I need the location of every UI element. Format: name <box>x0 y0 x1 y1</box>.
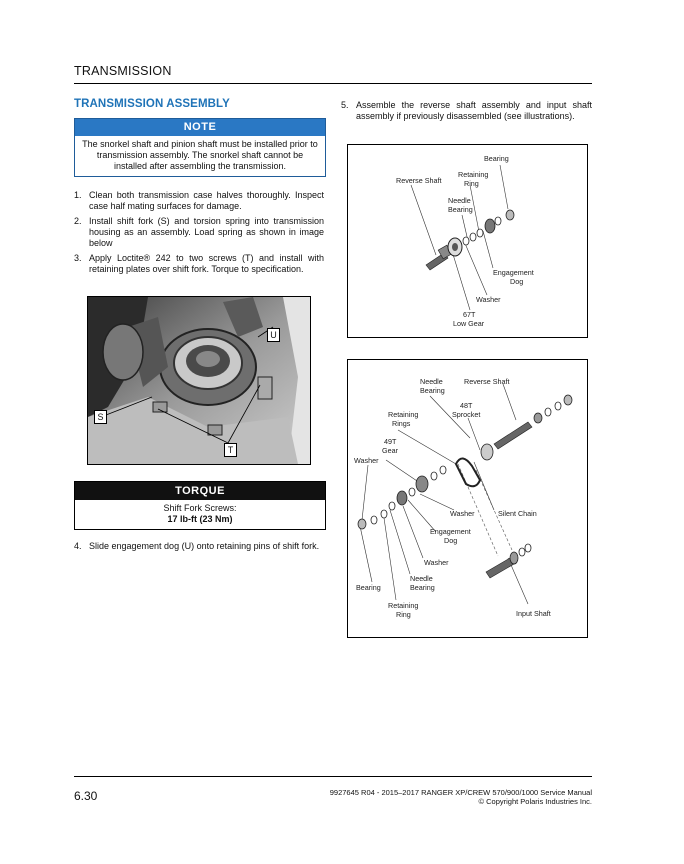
label-engagement-dog-1: Engagement <box>493 268 534 277</box>
step-number: 4. <box>74 541 82 551</box>
step-item <box>74 216 324 249</box>
label-washer-left: Washer <box>354 456 379 465</box>
step-text: Install shift fork (S) and torsion spring into transmission housing as an assembly. Load spring as shown in image below <box>89 216 324 248</box>
label-needle-bearing-2: Bearing <box>448 205 473 214</box>
label-washer-low: Washer <box>424 558 449 567</box>
label-bearing: Bearing <box>356 583 381 592</box>
step-text: Clean both transmission case halves thoroughly. Inspect case half mating surfaces for damage. <box>89 190 324 211</box>
label-bearing: Bearing <box>484 154 509 163</box>
input-shaft-diagram <box>347 359 588 638</box>
step-number: 1. <box>74 190 82 200</box>
label-needle-bearing-low-2: Bearing <box>410 583 435 592</box>
section-title: TRANSMISSION ASSEMBLY <box>74 98 230 110</box>
engagement-dog-part <box>485 219 495 233</box>
transmission-photo-illustration <box>88 297 310 464</box>
label-needle-bearing-1: Needle <box>448 196 471 205</box>
shift-fork-photo <box>87 296 311 465</box>
step-item <box>74 253 324 275</box>
header-title: TRANSMISSION <box>74 64 172 78</box>
label-washer-mid: Washer <box>450 509 475 518</box>
label-sprocket-2: Sprocket <box>452 410 481 419</box>
label-gear-1: 49T <box>384 437 397 446</box>
label-needle-bearing-low-1: Needle <box>410 574 433 583</box>
label-reverse-shaft: Reverse Shaft <box>464 377 510 386</box>
retaining-ring-part <box>477 229 483 237</box>
label-retaining-rings-2: Rings <box>392 419 411 428</box>
bearing-part <box>506 210 514 220</box>
torque-heading: TORQUE <box>75 482 325 500</box>
step-number: 5. <box>341 100 349 110</box>
label-low-gear-1: 67T <box>463 310 476 319</box>
step-list <box>74 190 324 279</box>
step-item <box>74 190 324 212</box>
label-engagement-dog-1: Engagement <box>430 527 471 536</box>
input-shaft-exploded-view <box>348 360 587 637</box>
callout-t: T <box>224 443 237 457</box>
step-text: Apply Loctite® 242 to two screws (T) and install with retaining plates over shift fork. Torque to specification. <box>89 253 324 274</box>
label-washer: Washer <box>476 295 501 304</box>
footer-copyright: © Copyright Polaris Industries Inc. <box>478 797 592 806</box>
label-engagement-dog-2: Dog <box>444 536 458 545</box>
step-text: Slide engagement dog (U) onto retaining pins of shift fork. <box>89 541 320 551</box>
note-box <box>74 118 326 177</box>
step-text: Assemble the reverse shaft assembly and input shaft assembly if previously disassembled (see illustrations). <box>356 100 592 121</box>
label-retaining-ring-1: Retaining <box>458 170 489 179</box>
note-text: The snorkel shaft and pinion shaft must be installed prior to transmission assembly. The snorkel shaft cannot be installed after assembling the transmission. <box>82 139 318 171</box>
torque-value: 17 lb-ft (23 Nm) <box>167 514 233 524</box>
label-retaining-ring-2: Ring <box>396 610 411 619</box>
reverse-shaft-part <box>494 422 532 449</box>
label-retaining-rings-1: Retaining <box>388 410 419 419</box>
label-input-shaft: Input Shaft <box>516 609 551 618</box>
input-shaft-part <box>486 544 531 578</box>
torque-body <box>75 500 325 529</box>
step-number: 2. <box>74 216 82 226</box>
label-engagement-dog-2: Dog <box>510 277 524 286</box>
torque-label: Shift Fork Screws: <box>163 503 237 513</box>
sprocket-part <box>481 444 493 460</box>
silent-chain-part <box>456 458 480 486</box>
header-rule <box>74 83 592 84</box>
label-sprocket-1: 48T <box>460 401 473 410</box>
footer-manual-title: 9927645 R04 - 2015–2017 RANGER XP/CREW 570/900/1000 Service Manual <box>329 788 592 797</box>
step-item-4 <box>74 541 324 552</box>
label-retaining-ring-1: Retaining <box>388 601 419 610</box>
washer-part <box>463 237 469 245</box>
torque-box <box>74 481 326 530</box>
label-gear-2: Gear <box>382 446 398 455</box>
label-needle-bearing-2: Bearing <box>420 386 445 395</box>
callout-u: U <box>267 328 280 342</box>
label-needle-bearing-1: Needle <box>420 377 443 386</box>
callout-s: S <box>94 410 107 424</box>
reverse-shaft-exploded-view <box>348 145 587 337</box>
note-heading: NOTE <box>75 119 325 136</box>
label-silent-chain: Silent Chain <box>498 509 537 518</box>
step-number: 3. <box>74 253 82 263</box>
label-reverse-shaft: Reverse Shaft <box>396 176 442 185</box>
step-item-5 <box>341 100 592 122</box>
needle-bearing-part <box>470 233 476 241</box>
footer-rule <box>74 776 592 777</box>
label-low-gear-2: Low Gear <box>453 319 485 328</box>
gear-part <box>416 476 428 492</box>
reverse-shaft-diagram <box>347 144 588 338</box>
label-retaining-ring-2: Ring <box>464 179 479 188</box>
page-number: 6.30 <box>74 789 98 803</box>
